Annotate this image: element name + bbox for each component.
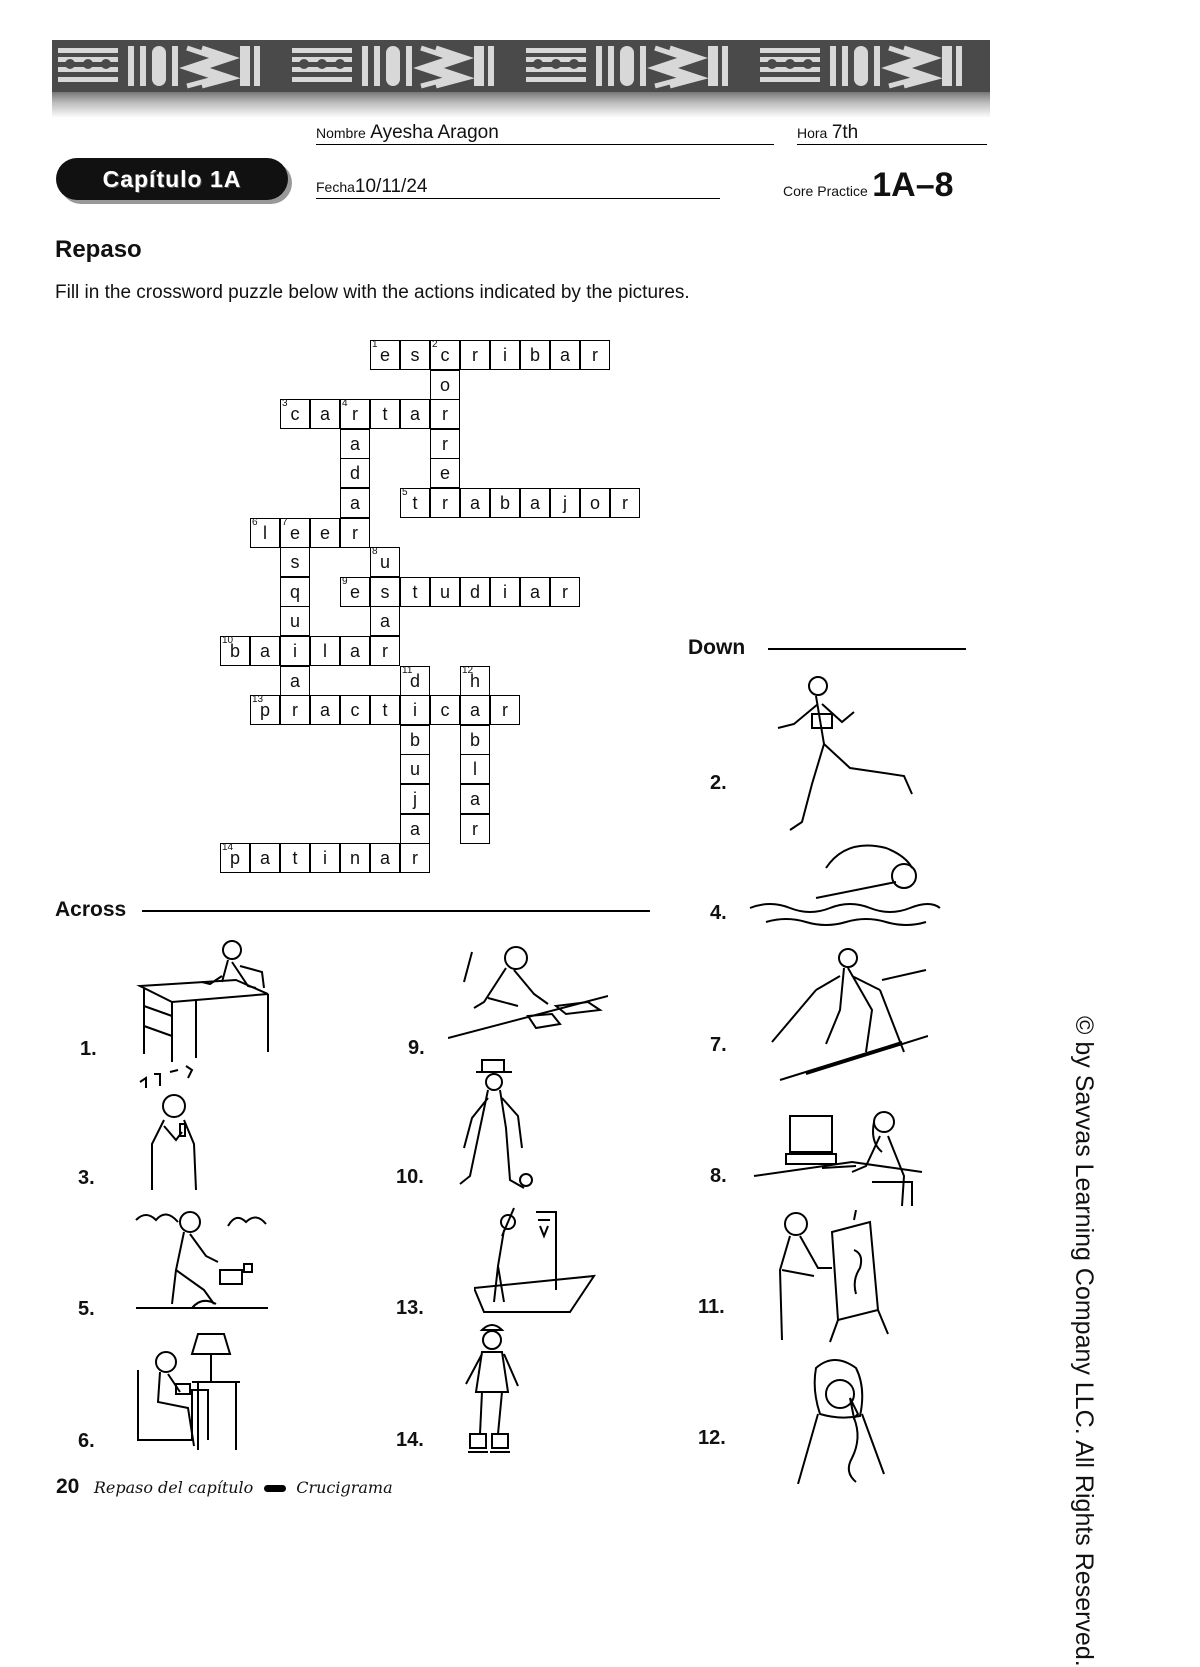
hora-label: Hora [797, 125, 828, 141]
crossword-cell[interactable] [370, 843, 400, 873]
cell-letter: t [382, 404, 388, 425]
crossword-cell[interactable] [550, 340, 580, 370]
crossword-cell[interactable] [490, 340, 520, 370]
crossword-cell[interactable] [310, 636, 340, 666]
clue-number: 6 [252, 516, 258, 528]
crossword-cell[interactable] [370, 636, 400, 666]
crossword-cell[interactable] [490, 488, 520, 518]
crossword-cell[interactable] [280, 518, 310, 548]
across-clue-number: 9. [408, 1037, 425, 1059]
nombre-field[interactable] [316, 122, 774, 145]
crossword-cell[interactable] [340, 577, 370, 607]
crossword-cell[interactable] [460, 725, 490, 755]
across-clue-number: 1. [80, 1038, 97, 1060]
clue-number: 11 [402, 664, 413, 676]
cell-letter: r [352, 522, 358, 543]
crossword-cell[interactable] [400, 754, 430, 784]
skating-picture [456, 1322, 528, 1460]
cell-letter: s [410, 345, 420, 365]
crossword-cell[interactable] [280, 843, 310, 873]
crossword-cell[interactable] [280, 636, 310, 666]
cell-letter: t [412, 581, 418, 602]
crossword-cell[interactable] [430, 340, 460, 370]
cell-letter: a [289, 670, 300, 691]
across-clue-number: 14. [396, 1429, 424, 1451]
crossword-cell[interactable] [520, 488, 550, 518]
crossword-cell[interactable] [400, 399, 430, 429]
cell-letter: a [469, 493, 480, 513]
cell-letter: a [559, 345, 570, 365]
cell-letter: a [379, 848, 390, 869]
crossword-cell[interactable] [340, 518, 370, 548]
nombre-label: Nombre [316, 125, 366, 141]
crossword-cell[interactable] [250, 636, 280, 666]
crossword-cell[interactable] [520, 340, 550, 370]
across-clue-number: 6. [78, 1430, 95, 1452]
crossword-cell[interactable] [340, 843, 370, 873]
crossword-cell[interactable] [400, 666, 430, 696]
skiing-picture [752, 940, 928, 1084]
cell-letter: b [229, 641, 240, 661]
instructions: Fill in the crossword puzzle below with the actions indicated by the pictures. [55, 282, 690, 303]
cell-letter: s [290, 552, 300, 573]
cell-letter: t [292, 848, 298, 869]
cell-letter: u [379, 552, 390, 573]
crossword-cell[interactable] [340, 429, 370, 459]
clue-number: 4 [342, 398, 348, 410]
cell-letter: r [292, 700, 298, 721]
crossword-cell[interactable] [460, 784, 490, 814]
crossword-cell[interactable] [280, 399, 310, 429]
cell-letter: e [289, 522, 300, 543]
cell-letter: h [469, 670, 480, 691]
crossword-cell[interactable] [430, 458, 460, 488]
clue-number: 7 [282, 516, 288, 528]
cell-letter: l [323, 641, 327, 661]
across-clue-number: 5. [78, 1298, 95, 1320]
across-clue-number: 10. [396, 1166, 424, 1188]
crossword-cell[interactable] [400, 577, 430, 607]
computer-picture [752, 1106, 924, 1210]
cell-letter: n [349, 848, 360, 869]
crossword-cell[interactable] [250, 843, 280, 873]
crossword-cell[interactable] [610, 488, 640, 518]
cell-letter: i [323, 848, 327, 869]
cell-letter: c [290, 404, 300, 425]
crossword-cell[interactable] [400, 725, 430, 755]
across-clue-number: 3. [78, 1167, 95, 1189]
crossword-cell[interactable] [310, 695, 340, 725]
clue-number: 5 [402, 487, 408, 498]
cell-letter: r [412, 848, 418, 869]
cell-letter: c [440, 345, 450, 365]
banner-shadow [52, 92, 990, 118]
cell-letter: d [349, 463, 360, 484]
running-picture [772, 674, 920, 838]
cell-letter: i [503, 345, 507, 365]
core-practice-number: 1A–8 [872, 166, 954, 204]
cell-letter: e [439, 463, 450, 484]
cell-letter: p [229, 848, 240, 869]
footer-crossword: Crucigrama [296, 1478, 393, 1497]
cell-letter: i [293, 641, 297, 661]
crossword-cell[interactable] [280, 606, 310, 636]
crossword-cell[interactable] [400, 488, 430, 518]
cell-letter: b [499, 493, 510, 513]
cell-letter: r [502, 700, 508, 721]
crossword-cell[interactable] [280, 547, 310, 577]
core-practice [783, 166, 954, 205]
cell-letter: c [350, 700, 360, 721]
clue-number: 10 [222, 635, 234, 646]
fecha-field[interactable] [316, 176, 720, 199]
cell-letter: l [263, 522, 267, 543]
crossword-cell[interactable] [580, 340, 610, 370]
page-number: 20 [56, 1475, 80, 1498]
cell-letter: a [349, 493, 360, 513]
cell-letter: c [440, 700, 450, 721]
crossword-cell[interactable] [430, 399, 460, 429]
crossword-cell[interactable] [340, 636, 370, 666]
chapter-badge [56, 158, 288, 200]
crossword-cell[interactable] [460, 695, 490, 725]
cell-letter: j [413, 789, 417, 809]
cell-letter: u [439, 581, 450, 602]
clue-number: 14 [222, 842, 234, 854]
cell-letter: u [409, 759, 420, 780]
phone-picture [794, 1354, 886, 1484]
cell-letter: i [413, 700, 417, 721]
across-heading: Across [55, 898, 127, 921]
cell-letter: a [379, 611, 390, 632]
studying-picture [448, 942, 608, 1042]
crossword-cell[interactable] [310, 399, 340, 429]
crossword-cell[interactable] [220, 636, 250, 666]
crossword-cell[interactable] [400, 695, 430, 725]
crossword-cell[interactable] [400, 784, 430, 814]
down-clue-number: 11. [698, 1296, 725, 1318]
crossword-cell[interactable] [460, 488, 490, 518]
crossword-cell[interactable] [310, 843, 340, 873]
cell-letter: r [562, 581, 568, 602]
reading-picture [132, 1330, 244, 1456]
crossword-cell[interactable] [370, 399, 400, 429]
crossword-cell[interactable] [400, 340, 430, 370]
clue-number: 1 [372, 339, 378, 350]
cell-letter: d [409, 670, 420, 691]
cell-letter: b [469, 729, 480, 750]
fecha-label: Fecha [316, 179, 355, 195]
fecha-value: 10/11/24 [354, 176, 428, 197]
crossword-cell[interactable] [580, 488, 610, 518]
section-title: Repaso [55, 236, 142, 263]
cell-letter: r [472, 345, 478, 365]
copyright-notice: © by Savvas Learning Company LLC. All Rights Reserved. [1070, 1016, 1098, 1667]
gardening-picture [132, 1200, 272, 1320]
basketball-picture [474, 1172, 602, 1316]
crossword-cell[interactable] [340, 458, 370, 488]
crossword-cell[interactable] [280, 577, 310, 607]
crossword-cell[interactable] [340, 695, 370, 725]
cell-letter: d [469, 581, 480, 602]
singing-picture [134, 1064, 214, 1194]
down-rule [768, 648, 966, 650]
crossword-cell[interactable] [370, 340, 400, 370]
crossword-cell[interactable] [340, 488, 370, 518]
cell-letter: b [529, 345, 540, 365]
down-heading: Down [688, 636, 746, 659]
across-clue-number: 13. [396, 1297, 424, 1319]
crossword-cell[interactable] [460, 577, 490, 607]
cell-letter: t [412, 493, 418, 513]
clue-number: 12 [462, 664, 474, 676]
down-clue-number: 2. [710, 772, 727, 794]
clue-number: 13 [252, 694, 264, 706]
footer-divider [264, 1485, 286, 1492]
crossword-cell[interactable] [430, 429, 460, 459]
crossword-cell[interactable] [430, 695, 460, 725]
crossword-cell[interactable] [370, 547, 400, 577]
cell-letter: i [503, 581, 507, 602]
crossword-cell[interactable] [430, 488, 460, 518]
cell-letter: r [352, 404, 358, 425]
crossword-cell[interactable] [280, 695, 310, 725]
footer-chapter-review: Repaso del capítulo [93, 1478, 254, 1497]
swimming-picture [746, 838, 946, 934]
crossword-cell[interactable] [460, 754, 490, 784]
footer [56, 1475, 393, 1499]
crossword-cell[interactable] [370, 695, 400, 725]
nombre-value: Ayesha Aragon [370, 122, 499, 143]
crossword-cell[interactable] [370, 577, 400, 607]
cell-letter: a [259, 848, 270, 869]
cell-letter: q [289, 581, 300, 602]
core-practice-label: Core Practice [783, 183, 868, 199]
crossword-cell[interactable] [250, 695, 280, 725]
cell-letter: a [409, 818, 420, 839]
crossword-cell[interactable] [370, 606, 400, 636]
crossword-cell[interactable] [460, 666, 490, 696]
crossword-cell[interactable] [400, 814, 430, 844]
cell-letter: r [622, 493, 628, 513]
clue-number: 8 [372, 546, 378, 558]
cell-letter: r [442, 433, 448, 454]
cell-letter: e [379, 345, 390, 365]
cell-letter: a [469, 789, 480, 809]
cell-letter: s [380, 581, 390, 602]
down-clue-number: 12. [698, 1427, 726, 1449]
cell-letter: e [349, 581, 360, 602]
cell-letter: r [592, 345, 598, 365]
cell-letter: a [529, 493, 540, 513]
cell-letter: a [319, 700, 330, 721]
cell-letter: a [469, 700, 480, 721]
cell-letter: u [289, 611, 300, 632]
crossword-cell[interactable] [460, 814, 490, 844]
cell-letter: r [382, 641, 388, 661]
cell-letter: b [409, 729, 420, 750]
crossword-cell[interactable] [430, 370, 460, 400]
clue-number: 2 [432, 339, 438, 350]
hora-value: 7th [831, 122, 859, 143]
crossword-cell[interactable] [280, 666, 310, 696]
crossword-cell[interactable] [310, 518, 340, 548]
crossword-cell[interactable] [220, 843, 250, 873]
cell-letter: p [259, 700, 270, 721]
cell-letter: o [439, 374, 450, 395]
crossword-cell[interactable] [550, 577, 580, 607]
crossword-cell[interactable] [340, 399, 370, 429]
writing-picture [136, 936, 282, 1072]
hora-field[interactable] [797, 122, 987, 145]
crossword-cell[interactable] [250, 518, 280, 548]
crossword-cell[interactable] [400, 843, 430, 873]
cell-letter: t [382, 700, 388, 721]
down-clue-number: 8. [710, 1165, 727, 1187]
cell-letter: a [349, 641, 360, 661]
cell-letter: a [349, 433, 360, 454]
crossword-cell[interactable] [490, 577, 520, 607]
crossword-cell[interactable] [520, 577, 550, 607]
cell-letter: r [442, 493, 448, 513]
cell-letter: r [442, 404, 448, 425]
cell-letter: a [409, 404, 420, 425]
cell-letter: o [589, 493, 600, 513]
crossword-cell[interactable] [430, 577, 460, 607]
crossword-cell[interactable] [550, 488, 580, 518]
cell-letter: a [529, 581, 540, 602]
crossword-cell[interactable] [490, 695, 520, 725]
cell-letter: r [472, 818, 478, 839]
cell-letter: a [319, 404, 330, 425]
clue-number: 3 [282, 398, 288, 410]
drawing-picture [774, 1210, 892, 1344]
cell-letter: j [563, 493, 567, 513]
across-rule [142, 910, 650, 912]
down-clue-number: 4. [710, 902, 727, 924]
cell-letter: a [259, 641, 270, 661]
cell-letter: e [319, 522, 330, 543]
clue-number: 9 [342, 575, 348, 587]
crossword-cell[interactable] [460, 340, 490, 370]
down-clue-number: 7. [710, 1034, 727, 1056]
chapter-label: Capítulo 1A [102, 166, 242, 192]
cell-letter: l [473, 759, 477, 780]
